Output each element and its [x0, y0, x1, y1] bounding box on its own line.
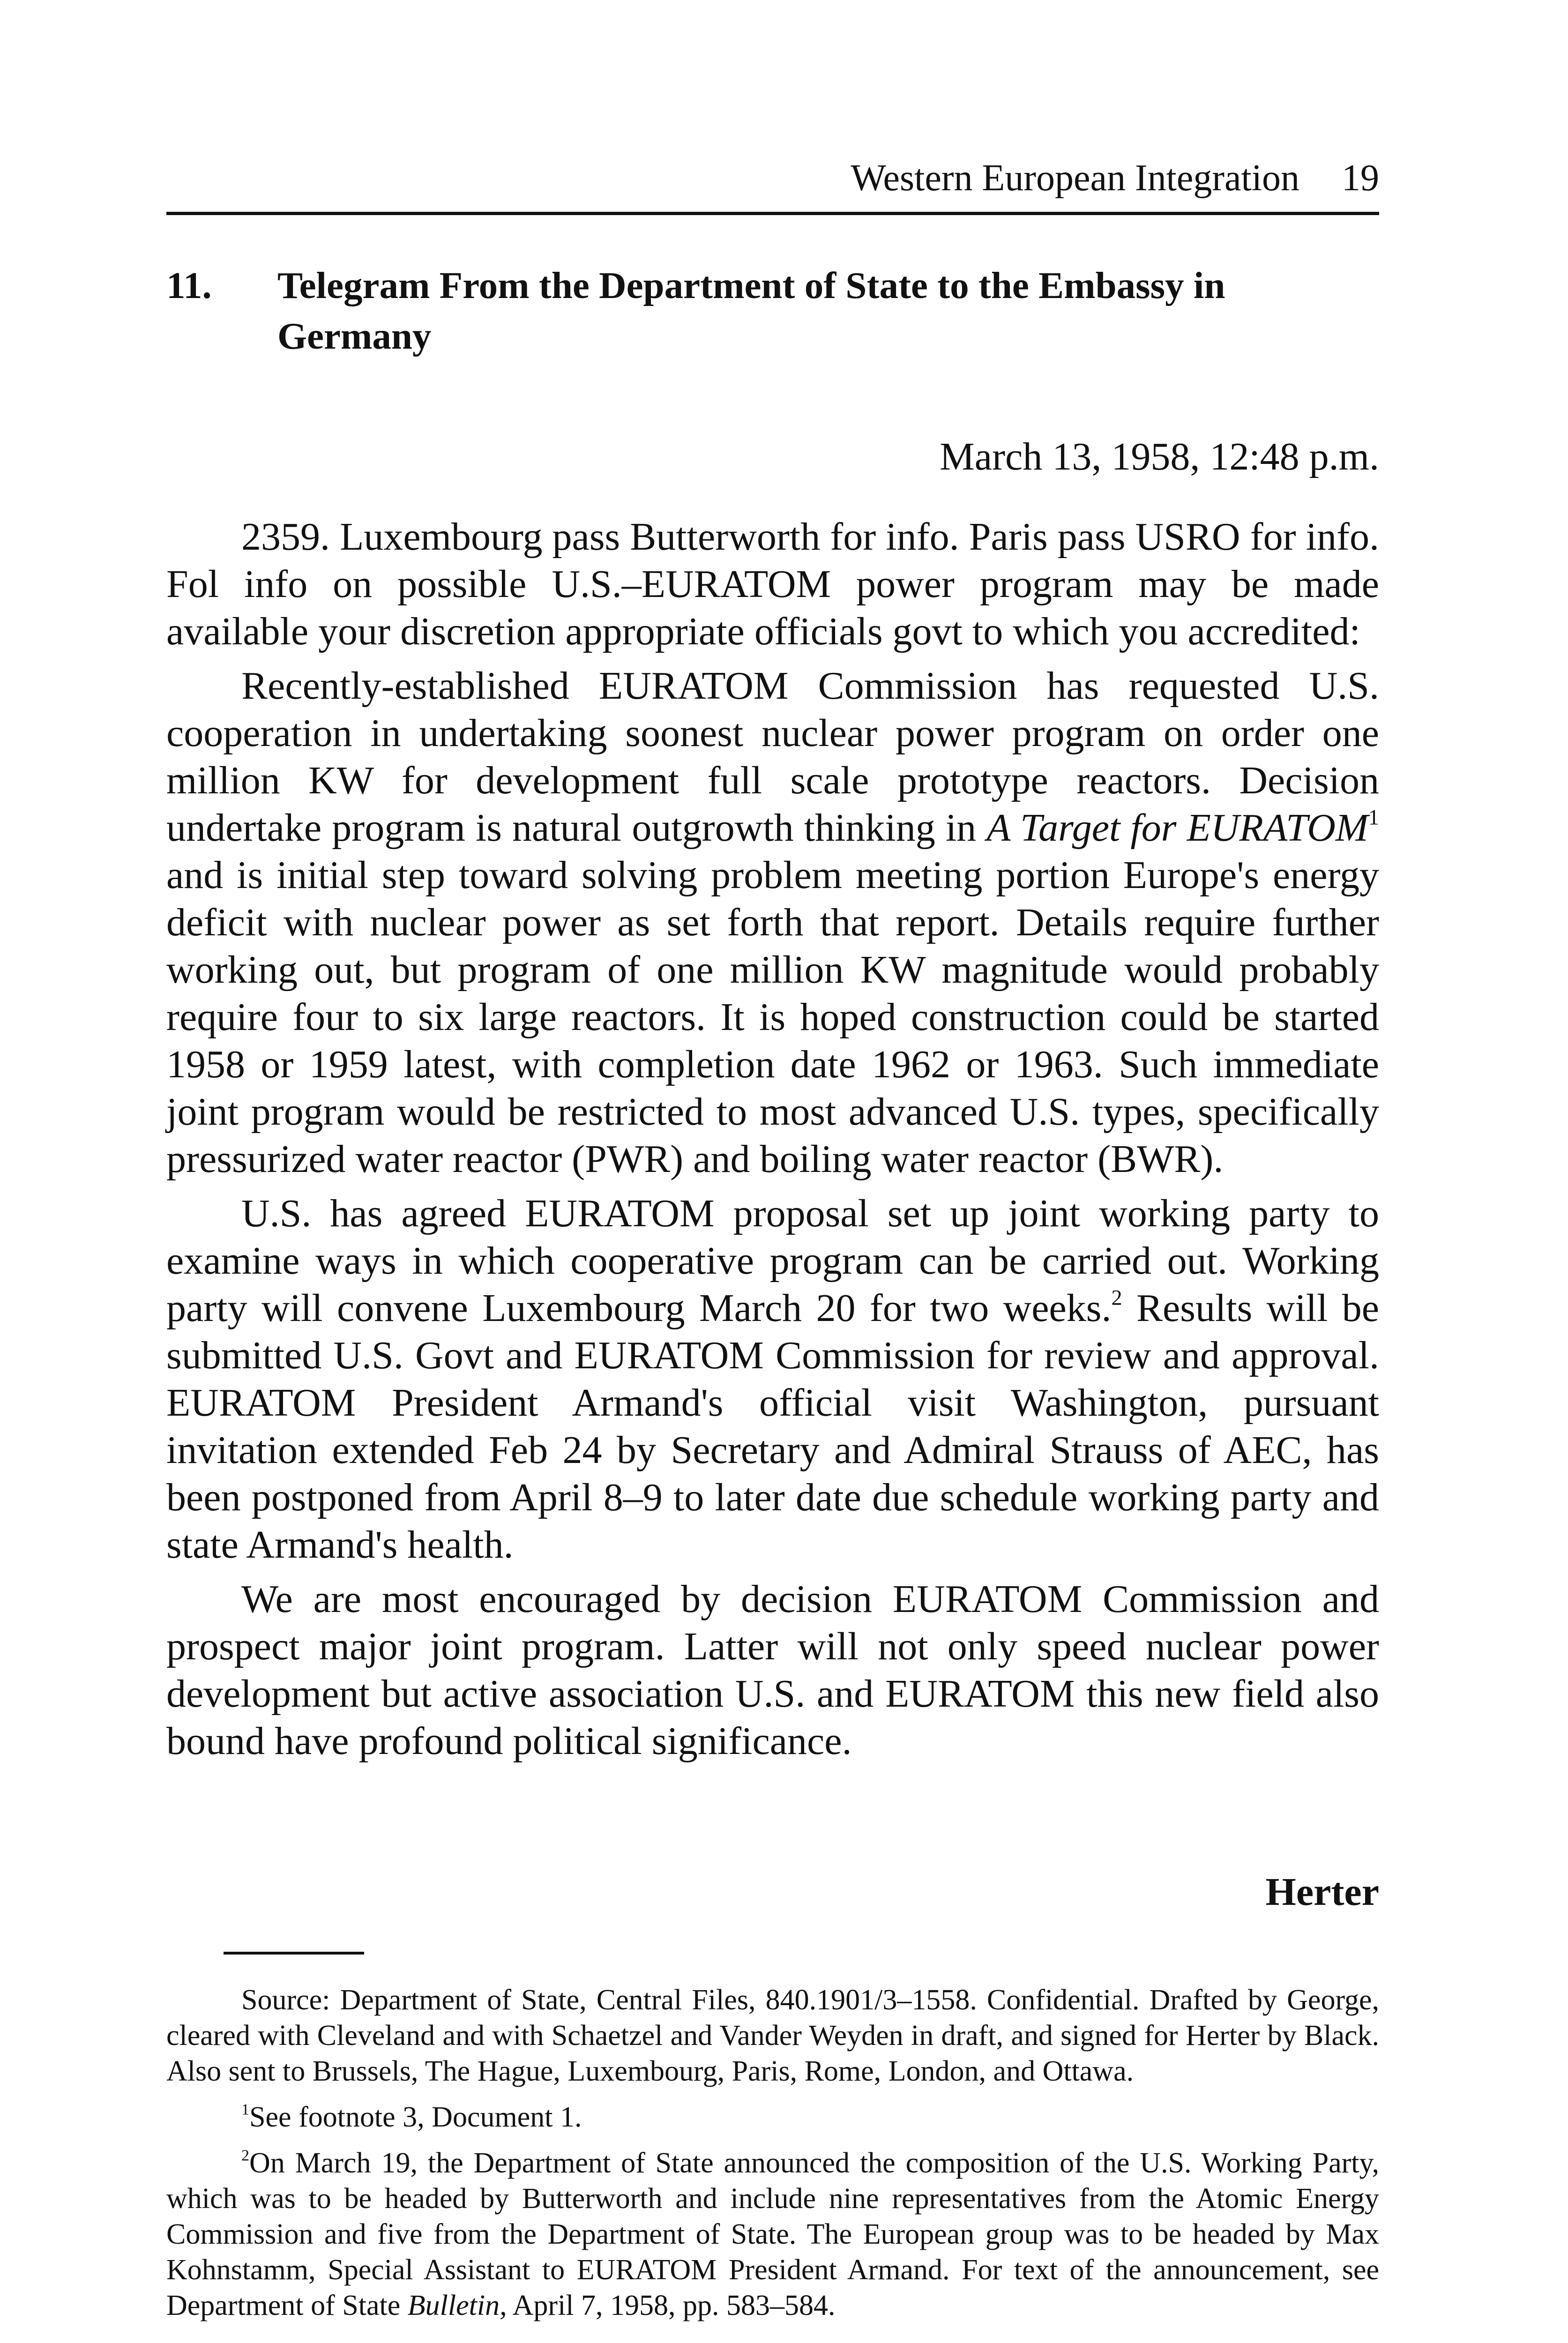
- document-title: Telegram From the Department of State to the Embassy in Germany: [277, 264, 1225, 357]
- body-paragraph-4: We are most encouraged by decision EURATOM Commission and prospect major joint program. Latter will not only speed nuclear power development but active association U.S. and EURATOM this new field also bound have profound political significance.: [166, 1577, 1379, 1763]
- body-paragraph-3-text-a: U.S. has agreed EURATOM proposal set up joint working party to examine ways in which cooperative program can be carried out. Working party will convene Luxembourg March 20 for two weeks.: [166, 1192, 1379, 1330]
- report-title-italic: A Target for EURATOM: [986, 806, 1368, 850]
- page-number: 19: [1342, 157, 1379, 199]
- document-heading: [166, 260, 1379, 361]
- footnote-2-mark: 2: [241, 2147, 250, 2164]
- bulletin-italic: Bulletin,: [407, 2290, 507, 2321]
- body-paragraph-3: [166, 1190, 1379, 1568]
- source-note: Source: Department of State, Central Files, 840.1901/3–1558. Confidential. Drafted by George, cleared with Cleveland and with Schaetzel and Vander Weyden in draft, and signed for Herter by Black. Also sent to Brussels, The Hague, Luxembourg, Paris, Rome, London, and Ottawa.: [166, 1984, 1379, 2087]
- body-paragraph-2-text-b: and is initial step toward solving problem meeting portion Europe's energy deficit with nuclear power as set forth that report. Details require further working out, but program of one million KW magnitude would probably require four to six large reactors. It is hoped construction could be started 1958 or 1959 latest, with completion date 1962 or 1963. Such immediate joint program would be restricted to most advanced U.S. types, specifically pressurized water reactor (PWR) and boiling water reactor (BWR).: [166, 853, 1379, 1181]
- footnote-ref-2: 2: [1111, 1285, 1122, 1310]
- footnote-1-text: See footnote 3, Document 1.: [249, 2101, 582, 2133]
- footnote-2: [166, 2145, 1379, 2323]
- telegram-body: [166, 513, 1379, 1765]
- running-head-title: Western European Integration: [851, 157, 1299, 199]
- footnote-1-mark: 1: [241, 2101, 250, 2119]
- body-paragraph-3-text-b: Results will be submitted U.S. Govt and EURATOM Commission for review and approval. EURATOM President Armand's official visit Washington, pursuant invitation extended Feb 24 by Secretary and Admiral Strauss of AEC, has been postponed from April 8–9 to later date due schedule working party and state Armand's health.: [166, 1286, 1379, 1567]
- header-rule: [166, 212, 1379, 215]
- dateline: March 13, 1958, 12:48 p.m.: [940, 435, 1379, 478]
- running-head: [166, 155, 1379, 201]
- signature: Herter: [1265, 1870, 1379, 1914]
- footnote-1: [166, 2099, 1379, 2135]
- footnote-ref-1: 1: [1368, 805, 1379, 829]
- body-paragraph-2-text-a: Recently-established EURATOM Commission has requested U.S. cooperation in undertaking soonest nuclear power program on order one million KW for development full scale prototype reactors. Decision undertake program is natural outgrowth thinking in: [166, 664, 1379, 850]
- body-paragraph-2: [166, 662, 1379, 1183]
- footnote-2-text-b: April 7, 1958, pp. 583–584.: [507, 2290, 836, 2321]
- footnotes: [166, 1982, 1379, 2323]
- body-paragraph-1: 2359. Luxembourg pass Butterworth for info. Paris pass USRO for info. Fol info on possible U.S.–EURATOM power program may be made available your discretion appropriate officials govt to which you accredited:: [166, 515, 1379, 653]
- footnote-2-text-a: On March 19, the Department of State announced the composition of the U.S. Working Party, which was to be headed by Butterworth and include nine representatives from the Atomic Energy Commission and five from the Department of State. The European group was to be headed by Max Kohnstamm, Special Assistant to EURATOM President Armand. For text of the announcement, see Department of State: [166, 2147, 1379, 2321]
- document-number: 11.: [166, 264, 212, 306]
- footnote-rule: [224, 1952, 364, 1955]
